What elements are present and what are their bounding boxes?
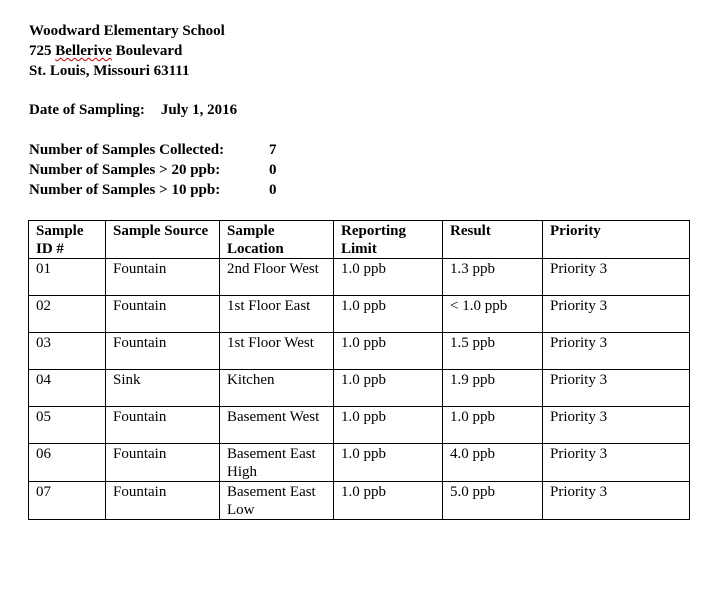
cell-sample-source: Fountain: [106, 482, 220, 520]
table-row: [29, 296, 690, 333]
cell-result: 4.0 ppb: [443, 444, 543, 482]
cell-priority: Priority 3: [543, 407, 690, 444]
cell-sample-source: Sink: [106, 370, 220, 407]
address-street-suffix: Boulevard: [111, 43, 183, 59]
table-row: [29, 444, 690, 482]
count-row: [29, 180, 289, 200]
cell-sample-location: Basement West: [220, 407, 334, 444]
cell-sample-id: 06: [29, 444, 106, 482]
school-name: Woodward Elementary School: [29, 23, 225, 39]
cell-result: 1.3 ppb: [443, 259, 543, 296]
cell-reporting-limit: 1.0 ppb: [334, 259, 443, 296]
table-row: [29, 259, 690, 296]
cell-sample-source: Fountain: [106, 444, 220, 482]
cell-reporting-limit: 1.0 ppb: [334, 482, 443, 520]
cell-sample-id: 01: [29, 259, 106, 296]
cell-sample-id: 05: [29, 407, 106, 444]
cell-result: 5.0 ppb: [443, 482, 543, 520]
header-reporting-limit: Reporting Limit: [334, 221, 443, 259]
school-address: [29, 41, 225, 61]
cell-reporting-limit: 1.0 ppb: [334, 333, 443, 370]
sampling-date-value: July 1, 2016: [160, 102, 238, 118]
cell-sample-location: Basement East Low: [220, 482, 334, 520]
cell-priority: Priority 3: [543, 370, 690, 407]
cell-sample-location: 2nd Floor West: [220, 259, 334, 296]
cell-sample-id: 07: [29, 482, 106, 520]
table-header-row: [29, 221, 690, 259]
table-row: [29, 333, 690, 370]
cell-result: 1.5 ppb: [443, 333, 543, 370]
cell-sample-source: Fountain: [106, 333, 220, 370]
cell-sample-id: 02: [29, 296, 106, 333]
cell-priority: Priority 3: [543, 482, 690, 520]
sampling-date-row: [29, 100, 237, 120]
count-row: [29, 160, 289, 180]
cell-sample-source: Fountain: [106, 259, 220, 296]
cell-reporting-limit: 1.0 ppb: [334, 296, 443, 333]
count-value: 7: [269, 142, 277, 158]
cell-sample-location: 1st Floor East: [220, 296, 334, 333]
table-row: [29, 407, 690, 444]
header-result: Result: [443, 221, 543, 259]
header-priority: Priority: [543, 221, 690, 259]
count-label: Number of Samples > 10 ppb:: [29, 182, 221, 198]
cell-sample-source: Fountain: [106, 407, 220, 444]
cell-sample-source: Fountain: [106, 296, 220, 333]
school-city-state-zip: St. Louis, Missouri 63111: [29, 63, 190, 79]
count-value: 0: [269, 162, 277, 178]
count-value: 0: [269, 182, 277, 198]
cell-reporting-limit: 1.0 ppb: [334, 370, 443, 407]
sampling-date-label: Date of Sampling:: [29, 102, 145, 118]
sample-results-table: [28, 220, 690, 520]
cell-priority: Priority 3: [543, 296, 690, 333]
count-label: Number of Samples Collected:: [29, 142, 225, 158]
cell-sample-id: 04: [29, 370, 106, 407]
cell-sample-location: Kitchen: [220, 370, 334, 407]
cell-reporting-limit: 1.0 ppb: [334, 444, 443, 482]
table-row: [29, 482, 690, 520]
count-row: [29, 140, 289, 160]
cell-reporting-limit: 1.0 ppb: [334, 407, 443, 444]
header-sample-id: Sample ID #: [29, 221, 106, 259]
address-street-name: Bellerive: [55, 43, 112, 59]
table-row: [29, 370, 690, 407]
cell-priority: Priority 3: [543, 259, 690, 296]
count-label: Number of Samples > 20 ppb:: [29, 162, 221, 178]
cell-sample-id: 03: [29, 333, 106, 370]
school-header: [29, 21, 225, 81]
cell-result: 1.0 ppb: [443, 407, 543, 444]
header-sample-source: Sample Source: [106, 221, 220, 259]
cell-priority: Priority 3: [543, 444, 690, 482]
header-sample-location: Sample Location: [220, 221, 334, 259]
address-number: 725: [29, 43, 56, 59]
cell-sample-location: Basement East High: [220, 444, 334, 482]
sample-counts: [29, 140, 289, 200]
cell-priority: Priority 3: [543, 333, 690, 370]
cell-sample-location: 1st Floor West: [220, 333, 334, 370]
cell-result: 1.9 ppb: [443, 370, 543, 407]
cell-result: < 1.0 ppb: [443, 296, 543, 333]
